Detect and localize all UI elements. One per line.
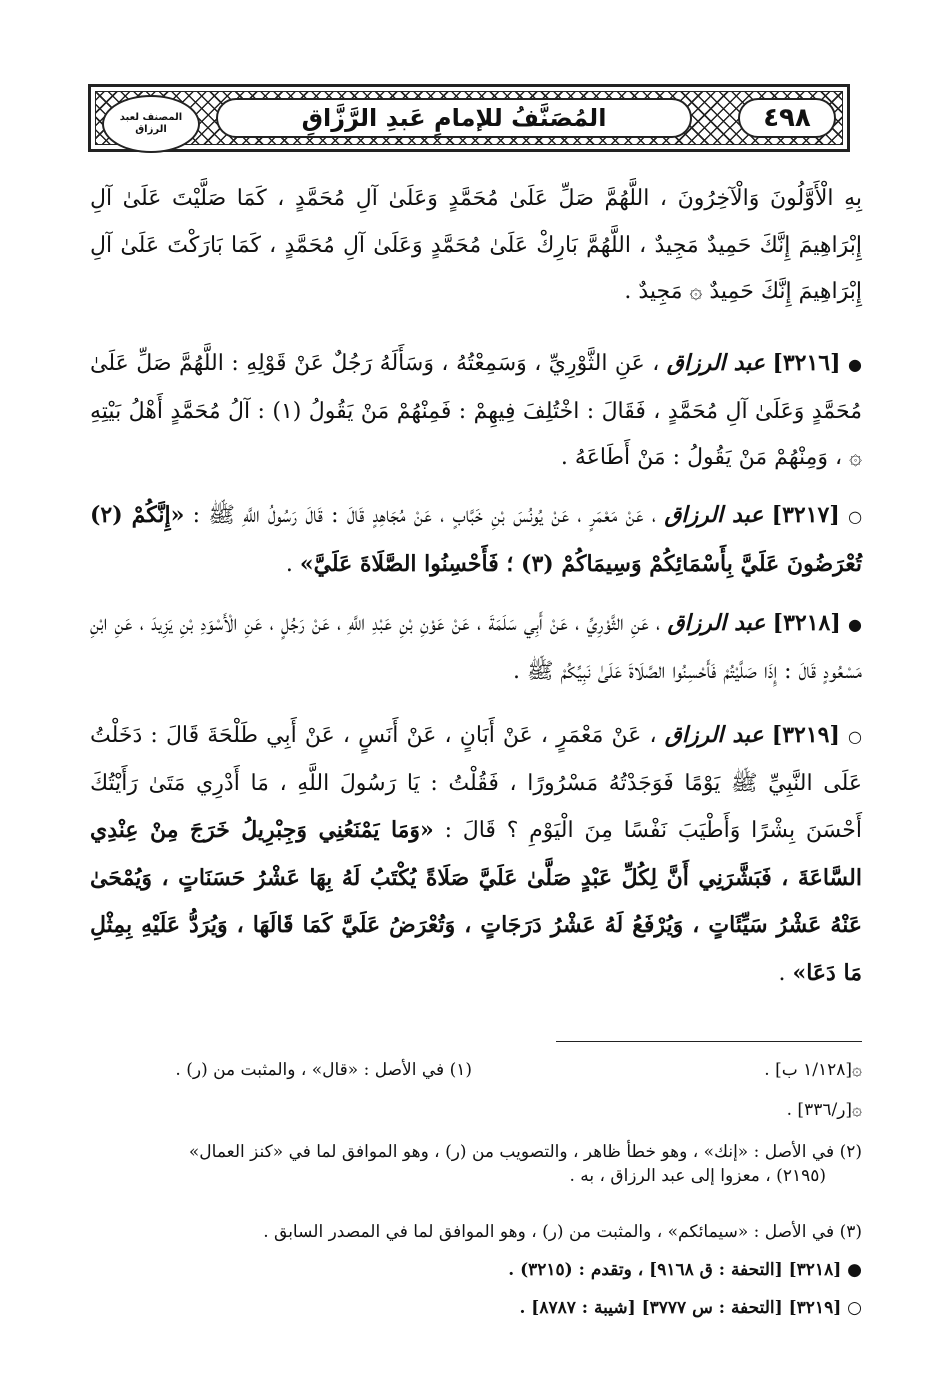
- book-title: المُصَنَّفُ للإمامِ عَبدِ الرَّزَّاقِ: [301, 104, 607, 132]
- footnote-3: [90, 1220, 862, 1244]
- hadith-entry-3219: [90, 712, 862, 997]
- takhrij-note-3218: [90, 1258, 862, 1282]
- takhrij-text-3218: ● [٣٢١٨] [التحفة : ق ٩١٦٨] ، وتقدم : (٣٢١٥) .: [508, 1260, 862, 1280]
- footnote-separator: [556, 1041, 862, 1042]
- entry-number: [٣٢١٧]: [771, 502, 840, 528]
- hadith-entry-3217: [90, 492, 862, 588]
- hadith-quote: «وَمَا يَمْنَعُنِي وَجِبْرِيلُ خَرَجَ مِنْ عِنْدِي السَّاعَةَ ، فَبَشَّرَنِي أَنَّ لِكُلِّ عَبْدٍ صَلَّىٰ عَلَيَّ صَلَاةً يُكْتَبُ لَهُ بِهَا عَشْرُ حَسَنَاتٍ ، وَيُمْحَىٰ عَنْهُ عَشْرُ سَيِّئَاتٍ ، وَيُرْفَعُ لَهُ عَشْرُ دَرَجَاتٍ ، وَتُعْرَضُ عَلَيَّ كَمَا قَالَهَا ، وَيُرَدُّ عَلَيْهِ بِمِثْلِ مَا دَعَا»: [90, 817, 862, 986]
- continuation-paragraph: [90, 176, 862, 316]
- page-number: ٤٩٨: [763, 103, 811, 133]
- hadith-quote: «إِنَّكُمْ (٢) تُعْرَضُونَ عَلَيَّ بِأَسْمَائِكُمْ وَسِيمَاكُمْ (٣) ؛ فَأَحْسِنُوا الصَّلَاةَ عَلَيَّ»: [90, 502, 862, 577]
- takhrij-text-3219: ○ [٣٢١٩] [التحفة : س ٣٧٧٧] [شيبة : ٨٧٨٧] .: [519, 1298, 862, 1318]
- footnote-2-line-2: (٢١٩٥) ، معزوا إلى عبد الرزاق ، به .: [569, 1166, 826, 1186]
- entry-text: ، عَنِ الثَّوْرِيِّ ، عَنْ أَبِي سَلَمَةَ ، عَنْ عَوْنِ بْنِ عَبْدِ اللَّهِ ، عَنْ رَجُلٍ ، عَنِ الْأَسْوَدِ بْنِ يَزِيدَ ، عَنِ ابْنِ مَسْعُودٍ قَالَ : إِذَا صَلَّيْتُمْ فَأَحْسِنُوا الصَّلَاةَ عَلَىٰ نَبِيِّكُمْ ﷺ .: [90, 611, 862, 684]
- page-header: [88, 84, 850, 152]
- entry-marker: ○: [848, 507, 863, 526]
- narrator-name: عبد الرزاق: [664, 722, 764, 748]
- footnote-2: [90, 1140, 862, 1188]
- takhrij-note-3219: [90, 1296, 862, 1320]
- entry-number: [٣٢١٨]: [772, 610, 841, 636]
- footnote-2-line-1: (٢) في الأصل : «إنك» ، وهو خطأ ظاهر ، والتصويب من (ر) ، وهو الموافق لما في «كنز العمال»: [188, 1142, 862, 1162]
- header-ornament: [95, 91, 843, 145]
- footnote-3-text: (٣) في الأصل : «سيمائكم» ، والمثبت من (ر) ، وهو الموافق لما في المصدر السابق .: [263, 1222, 862, 1242]
- entry-marker: ●: [848, 615, 863, 634]
- entry-number: [٣٢١٩]: [771, 722, 840, 748]
- entry-number: [٣٢١٦]: [772, 350, 841, 376]
- narrator-name: عبد الرزاق: [664, 502, 764, 528]
- seal-logo: [102, 95, 200, 153]
- page-number-plate: [738, 98, 836, 138]
- entry-tail: .: [778, 960, 786, 986]
- folio-ref-1: ۞[١/١٢٨ ب] .: [764, 1060, 862, 1080]
- entry-text: ، عَنْ مَعْمَرٍ ، عَنْ أَبَانٍ ، عَنْ أَنَسٍ ، عَنْ أَبِي طَلْحَةَ قَالَ : دَخَلْتُ عَلَى النَّبِيِّ ﷺ يَوْمًا فَوَجَدْتُهُ مَسْرُورًا ، فَقُلْتُ : يَا رَسُولَ اللَّهِ ، مَا أَدْرِي مَتَىٰ رَأَيْتُكَ أَحْسَنَ بِشْرًا وَأَطْيَبَ نَفْسًا مِنَ الْيَوْمِ ؟ قَالَ :: [90, 723, 863, 843]
- footnote-1: (١) في الأصل : «قال» ، والمثبت من (ر) .: [175, 1060, 472, 1080]
- folio-ref-2: ۞[ر/٣٣٦] .: [786, 1100, 862, 1120]
- continuation-text: [90, 176, 862, 316]
- entry-marker: ○: [848, 727, 862, 746]
- continuation-line-2: إِبْرَاهِيمَ إِنَّكَ حَمِيدٌ مَجِيدٌ ، اللَّهُمَّ بَارِكْ عَلَىٰ مُحَمَّدٍ وَعَلَىٰ آلِ مُحَمَّدٍ ، كَمَا بَارَكْتَ عَلَىٰ: [120, 232, 862, 258]
- seal-text: المصنف لعبد الرزاق: [119, 112, 183, 135]
- entry-text: ، عَنِ الثَّوْرِيِّ ، وَسَمِعْتُهُ ، وَسَأَلَهُ رَجُلٌ عَنْ قَوْلِهِ : اللَّهُمَّ صَلِّ عَلَىٰ مُحَمَّدٍ وَعَلَىٰ آلِ مُحَمَّدٍ ، فَقَالَ : اخْتُلِفَ فِيهِمْ : فَمِنْهُمْ مَنْ يَقُولُ (١) : آلُ مُحَمَّدٍ أَهْلُ بَيْتِهِ ۞ ، وَمِنْهُمْ مَنْ يَقُولُ : مَنْ أَطَاعَهُ .: [90, 351, 862, 470]
- continuation-line-3: آلِ إِبْرَاهِيمَ إِنَّكَ حَمِيدٌ ۞ مَجِيدٌ .: [90, 232, 862, 304]
- hadith-entry-3218: [90, 600, 862, 695]
- hadith-entry-3216: [90, 340, 862, 482]
- footnotes: [90, 1058, 862, 1338]
- narrator-name: عبد الرزاق: [667, 610, 766, 636]
- continuation-line-1: بِهِ الْأَوَّلُونَ وَالْآخِرُونَ ، اللَّهُمَّ صَلِّ عَلَىٰ مُحَمَّدٍ وَعَلَىٰ آلِ مُحَمَّدٍ ، كَمَا صَلَّيْتَ عَلَىٰ آلِ: [90, 186, 862, 211]
- book-title-plate: [216, 98, 692, 138]
- narrator-name: عبد الرزاق: [666, 350, 765, 376]
- entry-text: ، عَنْ مَعْمَرٍ ، عَنْ يُونُسَ بْنِ خَبَّابٍ ، عَنْ مُجَاهِدٍ قَالَ : قَالَ رَسُولُ اللَّهِ ﷺ :: [192, 503, 657, 528]
- entry-marker: ●: [848, 355, 862, 374]
- entry-tail: .: [285, 551, 293, 577]
